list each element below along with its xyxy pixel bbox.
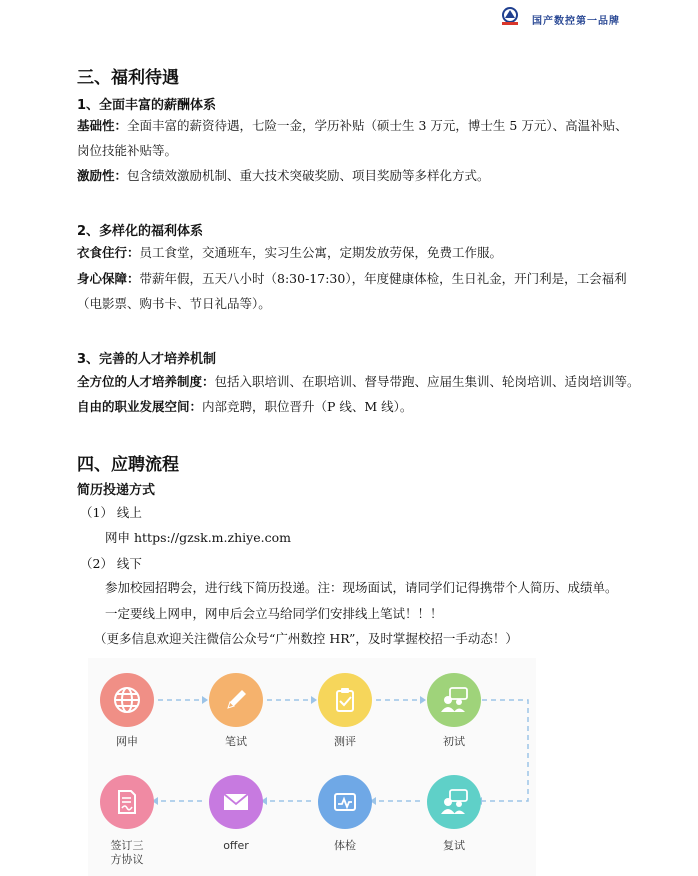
training-text: 包括入职培训、在职培训、督导带跑、应届生集训、轮岗培训、适岗培训等。 xyxy=(214,374,640,389)
subsection-1-title: 1、全面丰富的薪酬体系 xyxy=(77,98,217,113)
globe-icon xyxy=(112,685,142,715)
clipboard-check-icon xyxy=(330,685,360,715)
header-brand: 国产数控第一品牌 xyxy=(532,16,620,27)
subsection-3-title: 3、完善的人才培养机制 xyxy=(77,352,217,367)
welfare-living-line xyxy=(77,243,502,263)
resume-submission-title: 简历投递方式 xyxy=(77,483,156,498)
step-assess-label: 测评 xyxy=(334,735,356,748)
online-text[interactable]: 网申 https://gzsk.m.zhiye.com xyxy=(105,530,291,545)
section-4-title: 四、应聘流程 xyxy=(77,455,179,475)
step-physical-label: 体检 xyxy=(334,839,356,852)
step-sign-circle xyxy=(100,775,154,829)
step-first-label: 初试 xyxy=(443,735,465,748)
step-apply-circle xyxy=(100,673,154,727)
company-logo xyxy=(500,6,520,26)
step-second-label: 复试 xyxy=(443,839,465,852)
online-label: （1） 线上 xyxy=(80,505,142,520)
interview-people-icon xyxy=(438,685,470,715)
step-second-circle xyxy=(427,775,481,829)
offline-text-2: 一定要线上网申，网申后会立马给同学们安排线上笔试！！！ xyxy=(105,606,443,621)
step-apply-label: 网申 xyxy=(116,735,138,748)
offline-text-1: 参加校园招聘会，进行线下简历投递。注：现场面试，请同学们记得携带个人简历、成绩单。 xyxy=(105,580,618,595)
follow-text: （更多信息欢迎关注微信公众号“广州数控 HR”，及时掌握校招一手动态！） xyxy=(94,631,518,646)
step-assess-circle xyxy=(318,673,372,727)
section-3-title: 三、福利待遇 xyxy=(77,68,179,88)
salary-incentive-text: 包含绩效激励机制、重大技术突破奖励、项目奖励等多样化方式。 xyxy=(127,168,490,183)
interview-people-icon xyxy=(438,787,470,817)
career-label: 自由的职业发展空间： xyxy=(77,399,203,414)
arrow-4-5 xyxy=(482,700,528,801)
offline-label: （2） 线下 xyxy=(80,556,142,571)
step-written-circle xyxy=(209,673,263,727)
welfare-health-text: 带薪年假，五天八小时（8:30-17:30），年度健康体检，生日礼金，开门利是，工会福利 xyxy=(139,271,627,286)
salary-basic-cont: 岗位技能补贴等。 xyxy=(77,143,178,158)
welfare-health-cont: （电影票、购书卡、节日礼品等）。 xyxy=(77,296,271,311)
heartbeat-monitor-icon xyxy=(330,787,360,817)
step-first-circle xyxy=(427,673,481,727)
step-offer-label: offer xyxy=(223,839,249,852)
welfare-living-label: 衣食住行： xyxy=(77,245,140,260)
training-line xyxy=(77,372,640,392)
salary-incentive-label: 激励性： xyxy=(77,168,128,183)
recruitment-flow-diagram xyxy=(88,658,536,876)
pencil-icon xyxy=(221,685,251,715)
training-label: 全方位的人才培养制度： xyxy=(77,374,215,389)
career-text: 内部竞聘，职位晋升（P 线、M 线）。 xyxy=(202,399,413,414)
step-written-label: 笔试 xyxy=(225,735,247,748)
salary-basic-text: 全面丰富的薪资待遇，七险一金，学历补贴（硕士生 3 万元，博士生 5 万元）、高温补贴、 xyxy=(127,118,628,133)
step-physical-circle xyxy=(318,775,372,829)
salary-incentive-line xyxy=(77,166,490,186)
envelope-icon xyxy=(220,787,252,817)
step-sign-label xyxy=(92,839,162,867)
welfare-health-label: 身心保障： xyxy=(77,271,140,286)
subsection-2-title: 2、多样化的福利体系 xyxy=(77,224,204,239)
career-line xyxy=(77,397,412,417)
step-sign-label-line1: 签订三 xyxy=(110,839,144,852)
step-sign-label-line2: 方协议 xyxy=(110,853,144,866)
welfare-health-line xyxy=(77,269,627,289)
salary-basic-label: 基础性： xyxy=(77,118,128,133)
contract-sign-icon xyxy=(112,787,142,817)
welfare-living-text: 员工食堂，交通班车，实习生公寓，定期发放劳保，免费工作服。 xyxy=(139,245,503,260)
step-offer-circle xyxy=(209,775,263,829)
salary-basic-line xyxy=(77,116,628,136)
